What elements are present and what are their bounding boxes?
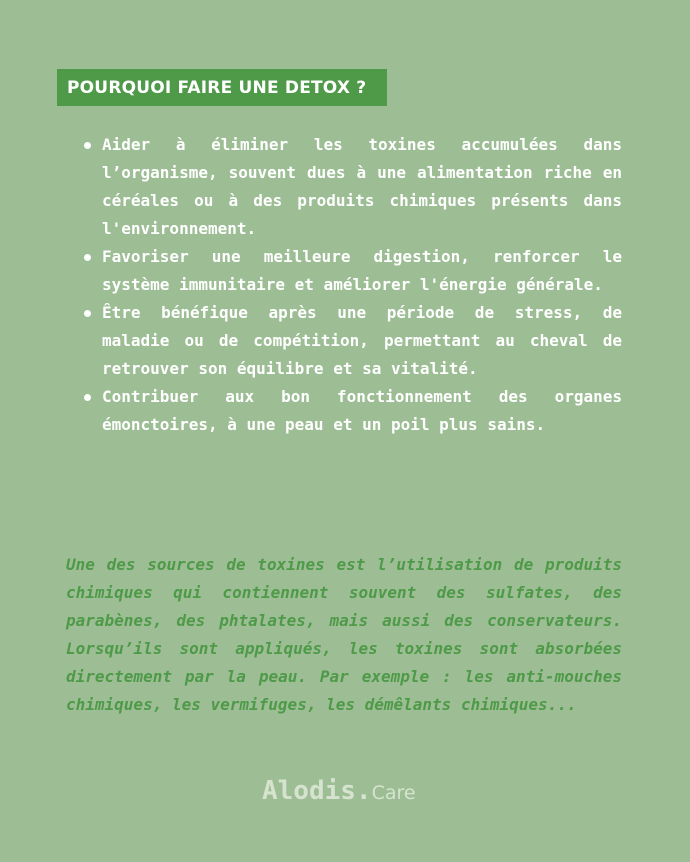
benefits-list (80, 131, 622, 439)
brand-logo (262, 776, 416, 806)
list-item-text: Être bénéfique après une période de stress, de maladie ou de compétition, permettant au cheval de retrouver son équilibre et sa vitalité. (102, 303, 622, 378)
list-item (80, 131, 622, 243)
list-item-text: Favoriser une meilleure digestion, renforcer le système immunitaire et améliorer l'énergie générale. (102, 247, 622, 294)
bullet-dot-icon (84, 310, 91, 317)
toxins-note: Une des sources de toxines est l’utilisation de produits chimiques qui contiennent souvent des sulfates, des parabènes, des phtalates, mais aussi des conservateurs. Lorsqu’ils sont appliqués, les toxines sont absorbées directement par la peau. Par exemple : les anti-mouches chimiques, les vermifuges, les démêlants chimiques... (66, 555, 622, 714)
list-item (80, 383, 622, 439)
logo-suffix: Care (371, 782, 416, 804)
section-title-badge (57, 69, 387, 106)
list-item (80, 299, 622, 383)
list-item-text: Contribuer aux bon fonctionnement des organes émonctoires, à une peau et un poil plus sains. (102, 387, 622, 434)
bullet-dot-icon (84, 394, 91, 401)
section-title: POURQUOI FAIRE UNE DETOX ? (67, 77, 367, 98)
list-item-text: Aider à éliminer les toxines accumulées dans l’organisme, souvent dues à une alimentation riche en céréales ou à des produits chimiques présents dans l'environnement. (102, 135, 622, 238)
bullet-dot-icon (84, 142, 91, 149)
logo-brand: Alodis. (262, 776, 372, 806)
bullet-dot-icon (84, 254, 91, 261)
list-item (80, 243, 622, 299)
